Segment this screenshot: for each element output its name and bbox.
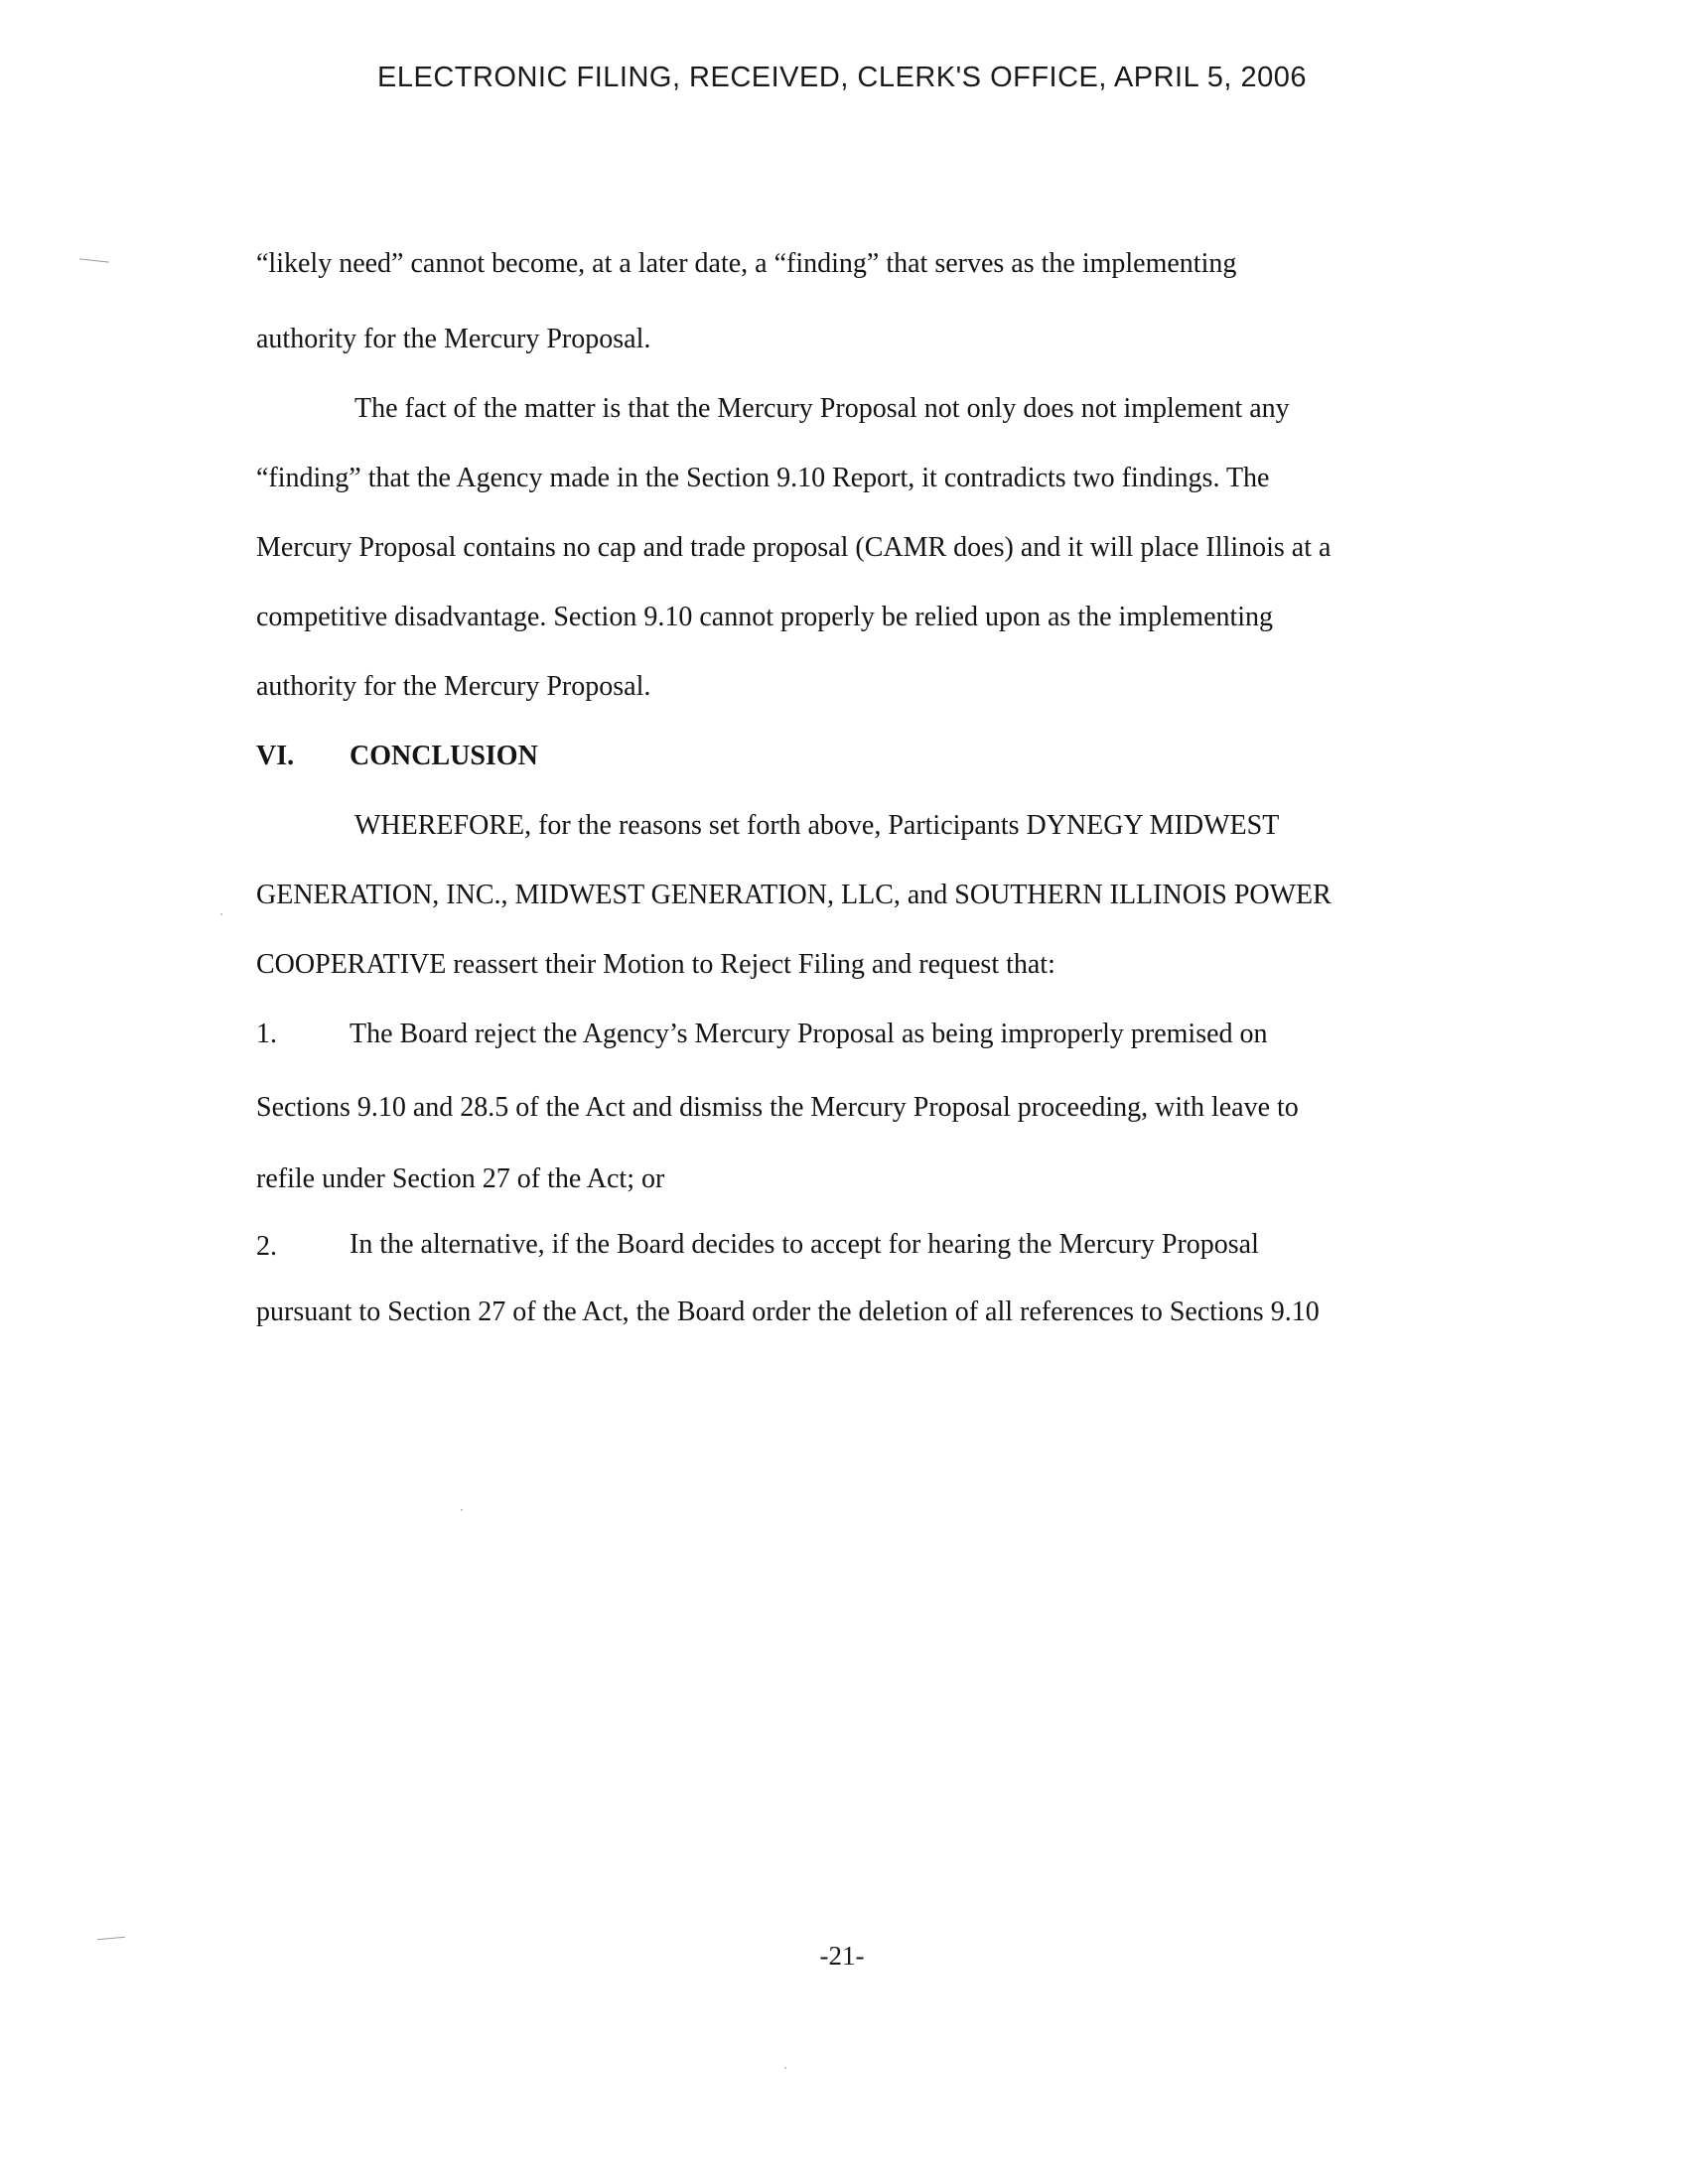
filing-stamp-header: ELECTRONIC FILING, RECEIVED, CLERK'S OFFICE, APRIL 5, 2006 [377, 62, 1307, 93]
item1-number: 1. [256, 1019, 277, 1049]
item2-line1: In the alternative, if the Board decides to accept for hearing the Mercury Proposal [350, 1229, 1259, 1260]
para3-line1: WHEREFORE, for the reasons set forth above, Participants DYNEGY MIDWEST [354, 810, 1280, 841]
item2-line2: pursuant to Section 27 of the Act, the Board order the deletion of all references to Sections 9.10 [256, 1297, 1320, 1327]
margin-scan-mark-top [79, 258, 109, 262]
item1-line3: refile under Section 27 of the Act; or [256, 1163, 665, 1194]
item2-number: 2. [256, 1231, 277, 1262]
item1-line2: Sections 9.10 and 28.5 of the Act and dismiss the Mercury Proposal proceeding, with leave to [256, 1092, 1299, 1123]
para2-line5: authority for the Mercury Proposal. [256, 671, 651, 702]
para1-line1: “likely need” cannot become, at a later date, a “finding” that serves as the implementing [256, 248, 1237, 279]
section-number: VI. [256, 741, 295, 771]
page-number: -21- [819, 1941, 865, 1971]
scan-speck [220, 913, 222, 915]
scan-speck [784, 2067, 786, 2069]
para3-line2: GENERATION, INC., MIDWEST GENERATION, LLC, and SOUTHERN ILLINOIS POWER [256, 880, 1332, 910]
para2-line1: The fact of the matter is that the Mercury Proposal not only does not implement any [354, 393, 1290, 424]
para2-line4: competitive disadvantage. Section 9.10 cannot properly be relied upon as the implementing [256, 602, 1274, 632]
margin-scan-mark-bottom [97, 1937, 125, 1940]
para3-line3: COOPERATIVE reassert their Motion to Reject Filing and request that: [256, 949, 1055, 980]
para2-line2: “finding” that the Agency made in the Section 9.10 Report, it contradicts two findings. The [256, 463, 1270, 493]
scan-speck [461, 1509, 463, 1511]
para2-line3: Mercury Proposal contains no cap and trade proposal (CAMR does) and it will place Illinois at a [256, 532, 1332, 563]
section-title: CONCLUSION [350, 741, 538, 771]
para1-line2: authority for the Mercury Proposal. [256, 324, 651, 354]
item1-line1: The Board reject the Agency’s Mercury Proposal as being improperly premised on [350, 1019, 1268, 1049]
